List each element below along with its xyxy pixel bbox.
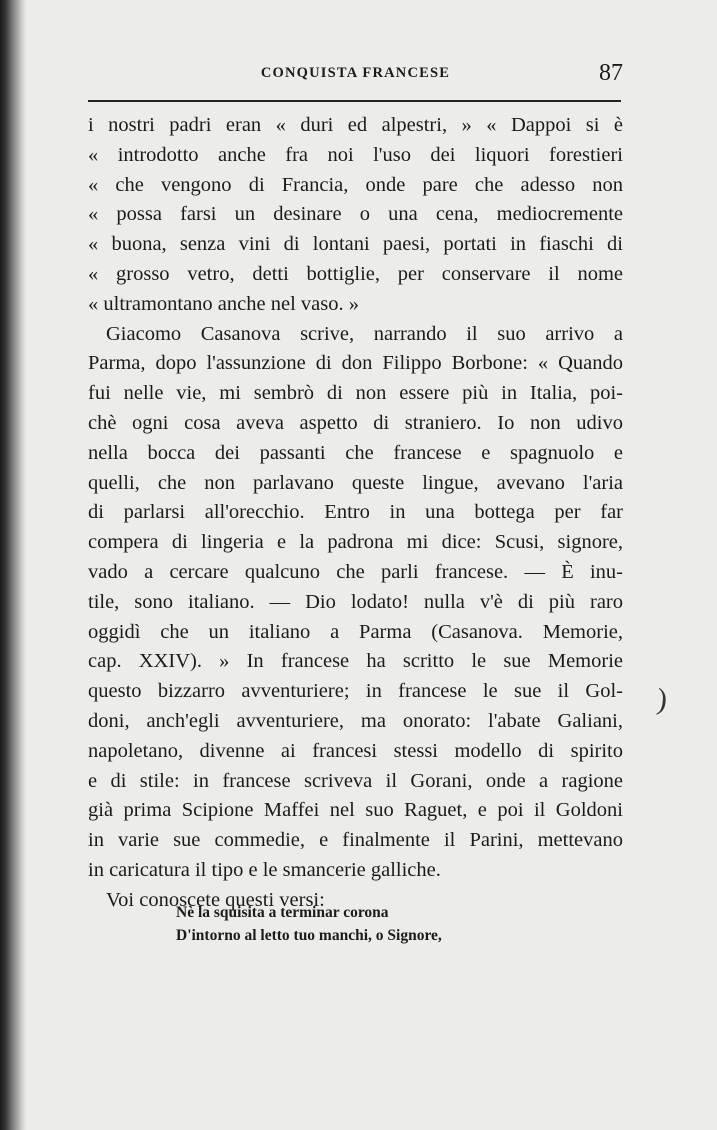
text-line: nella bocca dei passanti che francese e spagnuolo e <box>88 441 623 464</box>
text-line: Voi conoscete questi versi: <box>106 888 325 911</box>
text-line: « che vengono di Francia, onde pare che adesso non <box>88 173 623 196</box>
verse-quote <box>176 901 596 947</box>
running-title: CONQUISTA FRANCESE <box>260 65 451 81</box>
text-line: « buona, senza vini di lontani paesi, portati in fiaschi di <box>88 233 623 256</box>
header-rule <box>88 100 621 102</box>
text-line: fui nelle vie, mi sembrò di non essere più in Italia, poi- <box>88 382 623 405</box>
text-line: « introdotto anche fra noi l'uso dei liquori forestieri <box>88 143 623 166</box>
text-line: di parlarsi all'orecchio. Entro in una bottega per far <box>88 501 623 524</box>
text-line: quelli, che non parlavano queste lingue, avevano l'aria <box>88 471 623 494</box>
text-line: i nostri padri eran « duri ed alpestri, » « Dappoi si è <box>88 114 623 136</box>
text-line: e di stile: in francese scriveva il Gorani, onde a ragione <box>88 769 623 792</box>
running-head <box>88 60 623 96</box>
text-line: in caricatura il tipo e le smancerie galliche. <box>88 858 441 881</box>
text-line: doni, anch'egli avventuriere, ma onorato: l'abate Galiani, <box>88 709 623 732</box>
text-line: napoletano, divenne ai francesi stessi modello di spirito <box>88 739 623 762</box>
margin-pencil-mark: ) <box>655 682 669 717</box>
text-line: in varie sue commedie, e finalmente il Parini, mettevano <box>88 829 623 852</box>
binding-shadow <box>0 0 26 1130</box>
text-line: tile, sono italiano. — Dio lodato! nulla v'è di più raro <box>88 590 623 613</box>
text-line: « grosso vetro, detti bottiglie, per conservare il nome <box>88 262 623 285</box>
text-line: chè ogni cosa aveva aspetto di straniero. Io non udivo <box>88 411 623 434</box>
text-line: già prima Scipione Maffei nel suo Raguet, e poi il Goldoni <box>88 799 623 822</box>
text-line: Parma, dopo l'assunzione di don Filippo Borbone: « Quando <box>88 352 623 375</box>
verse-line: D'intorno al letto tuo manchi, o Signore, <box>176 927 442 944</box>
text-line: oggidì che un italiano a Parma (Casanova. Memorie, <box>88 620 623 643</box>
text-line: « possa farsi un desinare o una cena, mediocremente <box>88 203 623 226</box>
verse-line: Nè la squisita a terminar corona <box>176 904 389 921</box>
text-line: questo bizzarro avventuriere; in francese le sue il Gol- <box>88 680 623 703</box>
text-line: « ultramontano anche nel vaso. » <box>88 292 359 315</box>
text-line: compera di lingeria e la padrona mi dice: Scusi, signore, <box>88 531 623 554</box>
body-text <box>88 111 623 916</box>
text-line: Giacomo Casanova scrive, narrando il suo arrivo a <box>106 322 623 345</box>
page-number: 87 <box>599 60 623 86</box>
text-line: cap. XXIV). » In francese ha scritto le sue Memorie <box>88 650 623 673</box>
text-line: vado a cercare qualcuno che parli francese. — È inu- <box>88 560 623 583</box>
